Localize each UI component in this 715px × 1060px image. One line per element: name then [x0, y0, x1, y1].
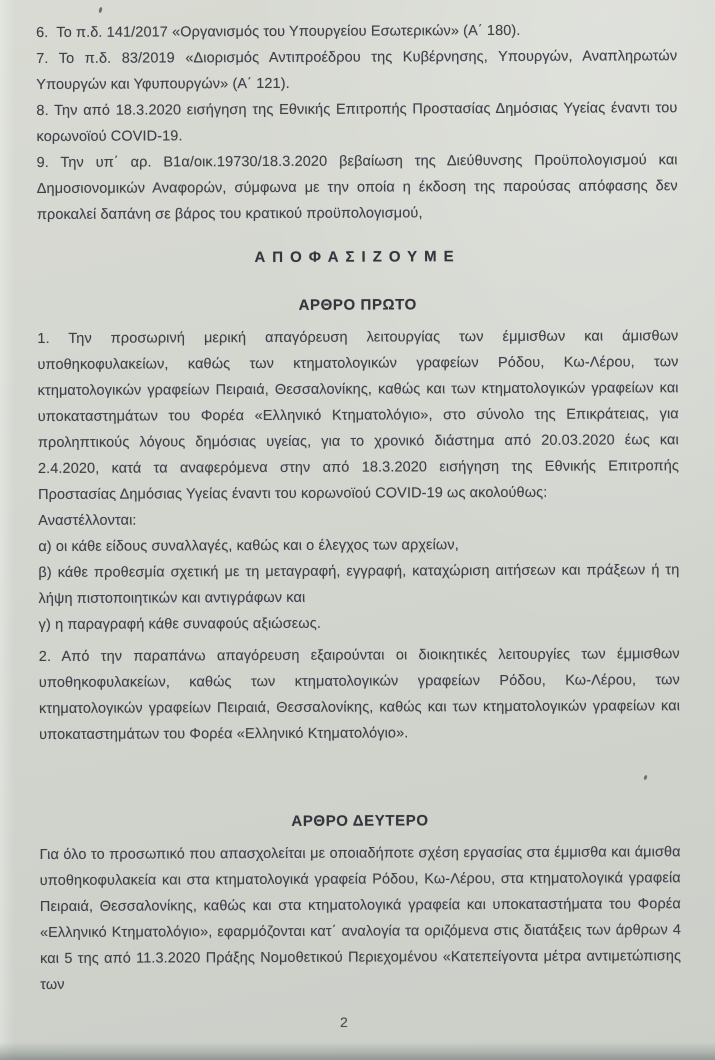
article-first-point-c: γ) η παραγραφή κάθε συναφούς αξιώσεως. — [38, 615, 321, 633]
article-first-point-b: β) κάθε προθεσμία σχετική με τη μεταγραφή, εγγραφή, καταχώριση αιτήσεων και πράξεων ή τη λήψη πιστοποιητικών και αντιγράφων και — [38, 562, 680, 607]
article-first-paragraph-1: 1. Την προσωρινή μερική απαγόρευση λειτουργίας των έμμισθων και άμισθων υποθηκοφυλακείων, καθώς των κτηματολογικών γραφείων Ρόδου, Κω-Λέρου, των κτηματολογικών γραφείων Πειραιά, Θεσσαλονίκης, καθώς και των κτηματολογικών γραφείων και υποκαταστημάτων του Φορέα «Ελληνικό Κτηματολόγιο», στο σύνολο της Επικράτειας, για προληπτικούς λόγους δημόσιας υγείας, για το χρονικό διάστημα από 20.03.2020 έως και 2.4.2020, κατά τα αναφερόμενα στην από 18.3.2020 εισήγηση της Εθνικής Επιτροπής Προστασίας Δημόσιας Υγείας έναντι του κορωνοϊού COVID-19 ως ακολούθως: — [37, 328, 679, 503]
preamble-item-8: 8. Την από 18.3.2020 εισήγηση της Εθνικής Επιτροπής Προστασίας Δημόσιας Υγείας έναντι του κορωνοϊού COVID-19. — [36, 100, 678, 145]
scan-artifact-speck — [98, 7, 102, 14]
scan-bottom-edge-shadow — [0, 1042, 715, 1060]
article-first-point-a: α) οι κάθε είδους συναλλαγές, καθώς και ο έλεγχος των αρχείων, — [38, 537, 459, 555]
article-first-suspend-label: Αναστέλλονται: — [38, 512, 137, 529]
page-number: 2 — [340, 1014, 348, 1030]
decision-heading: ΑΠΟΦΑΣΙΖΟΥΜΕ — [254, 248, 461, 267]
document-body — [36, 17, 681, 998]
article-first-paragraph-2: 2. Από την παραπάνω απαγόρευση εξαιρούνται οι διοικητικές λειτουργίες των έμμισθων υποθηκοφυλακείων, καθώς των κτηματολογικών γραφείων Ρόδου, Κω-Λέρου, των κτηματολογικών γραφείων Πειραιά, Θεσσαλονίκης, καθώς και των κτηματολογικών γραφείων και υποκαταστημάτων του Φορέα «Ελληνικό Κτηματολόγιο». — [38, 646, 681, 743]
preamble-item-6: 6. Το π.δ. 141/2017 «Οργανισμός του Υπουργείου Εσωτερικών» (Α΄ 180). — [36, 22, 521, 41]
article-first-heading: ΑΡΘΡΟ ΠΡΩΤΟ — [298, 296, 417, 314]
preamble-item-9: 9. Την υπ΄ αρ. Β1α/οικ.19730/18.3.2020 βεβαίωση της Διεύθυνσης Προϋπολογισμού και Δημοσιονομικών Αναφορών, σύμφωνα με την οποία η έκδοση της παρούσας απόφασης δεν προκαλεί δαπάνη σε βάρος του κρατικού προϋπολογισμού, — [36, 152, 678, 223]
preamble-item-7: 7. Το π.δ. 83/2019 «Διορισμός Αντιπροέδρου της Κυβέρνησης, Υπουργών, Αναπληρωτών Υπουργών και Υφυπουργών» (Α΄ 121). — [36, 48, 678, 93]
article-second-paragraph-1: Για όλο το προσωπικό που απασχολείται με οποιαδήποτε σχέση εργασίας στα έμμισθα και άμισθα υποθηκοφυλακεία και στα κτηματολογικά γραφεία Ρόδου, Κω-Λέρου, στα κτηματολογικά γραφεία Πειραιά, Θεσσαλονίκης, καθώς και στα κτηματολογικά γραφεία και υποκαταστήματα του Φορέα «Ελληνικό Κτηματολόγιο», εφαρμόζονται κατ΄ αναλογία τα οριζόμενα στις διατάξεις των άρθρων 4 και 5 της από 11.3.2020 Πράξης Νομοθετικού Περιεχομένου «Κατεπείγοντα μέτρα αντιμετώπισης των — [39, 844, 682, 993]
article-second-heading: ΑΡΘΡΟ ΔΕΥΤΕΡΟ — [291, 812, 429, 830]
